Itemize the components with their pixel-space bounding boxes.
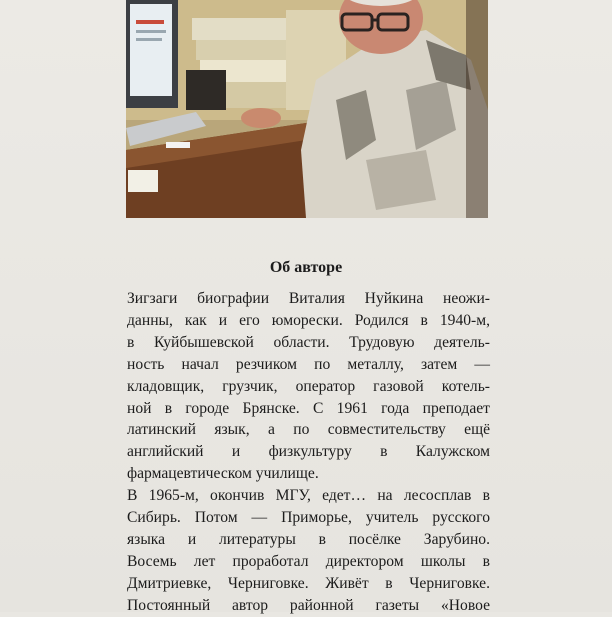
bio-line: В 1965-м, окончив МГУ, едет… на лесосплав в (127, 487, 490, 505)
bio-line: Постоянный автор районной газеты «Новое (127, 596, 490, 614)
bio-line: данны, как и его юморески. Родился в 1940-м, (127, 311, 490, 329)
bio-line: ность начал резчиком по металлу, затем — (127, 355, 490, 373)
author-photo (126, 0, 488, 218)
author-bio (127, 288, 490, 617)
bio-line: Восемь лет проработал директором школы в (127, 552, 490, 570)
section-heading: Об авторе (269, 259, 343, 276)
bio-line: английский и физкультуру в Калужском (127, 443, 490, 461)
bio-line: Дмитриевке, Черниговке. Живёт в Черниговке. (127, 574, 490, 592)
bio-line: фармацевтическом училище. (127, 465, 319, 483)
bio-line: кладовщик, грузчик, оператор газовой котель- (127, 377, 490, 395)
bio-line: в Куйбышевской области. Трудовую деятель- (127, 333, 490, 351)
bio-line: ной в городе Брянске. С 1961 года преподает (127, 399, 490, 417)
bio-line: Зигзаги биографии Виталия Нуйкина неожи- (127, 290, 490, 307)
bio-line: языка и литературы в посёлке Зарубино. (127, 530, 490, 548)
bio-line: Сибирь. Потом — Приморье, учитель русского (127, 509, 490, 527)
bio-line: латинский язык, а по совместительству ещё (127, 421, 490, 439)
